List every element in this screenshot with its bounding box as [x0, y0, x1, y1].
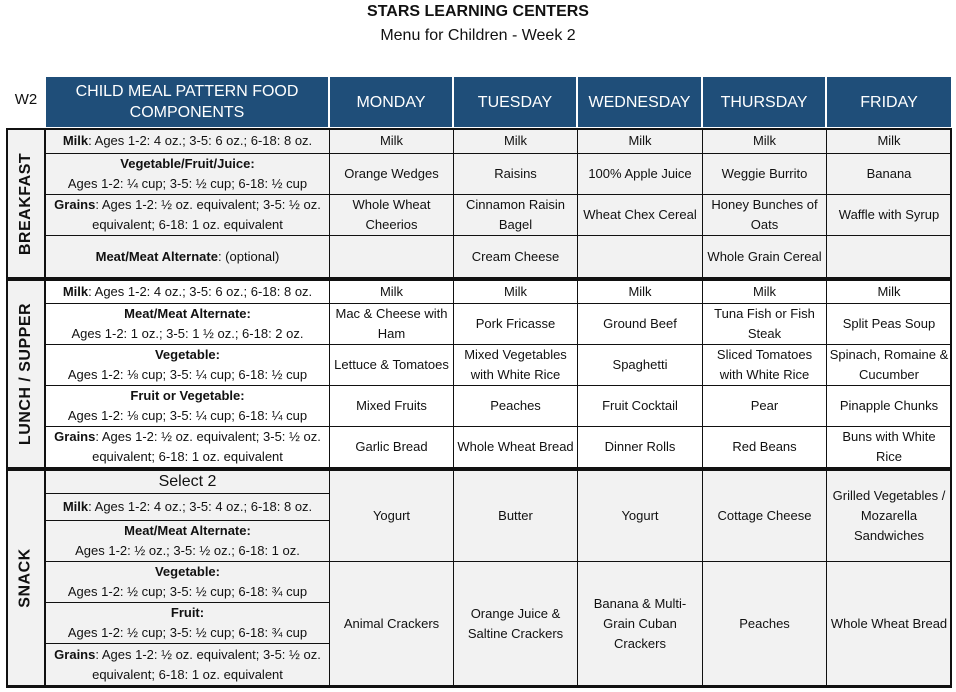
- component-portions: Ages 1-2: ½ oz.; 3-5: ½ oz.; 6-18: 1 oz.: [75, 543, 300, 558]
- component-portions: : Ages 1-2: ½ oz. equivalent; 3-5: ½ oz. equivalent; 6-18: 1 oz. equivalent: [92, 429, 321, 464]
- component-name: Meat/Meat Alternate: [95, 248, 218, 264]
- component-name: Vegetable/Fruit/Juice:: [120, 156, 255, 171]
- menu-item-thursday: Red Beans: [703, 427, 827, 468]
- menu-item-monday: Mixed Fruits: [330, 386, 454, 427]
- menu-item-thursday: Milk: [703, 128, 827, 154]
- day-header-friday: FRIDAY: [827, 77, 951, 127]
- component-cell: [46, 386, 330, 427]
- menu-item-tuesday: Peaches: [454, 386, 578, 427]
- component-name: Milk: [62, 283, 89, 299]
- snack-item-wednesday: Yogurt: [578, 470, 703, 562]
- component-name: Vegetable:: [154, 347, 220, 362]
- section-lunch-supper-text: LUNCH / SUPPER: [17, 302, 34, 446]
- menu-item-monday: [330, 236, 454, 278]
- component-cell: [46, 345, 330, 386]
- menu-item-monday: Whole Wheat Cheerios: [330, 195, 454, 236]
- component-cell: [46, 427, 330, 468]
- snack-item-wednesday: Banana & Multi-Grain Cuban Crackers: [578, 562, 703, 686]
- menu-item-friday: Milk: [827, 280, 952, 304]
- component-name: Fruit or Vegetable:: [130, 388, 245, 403]
- menu-item-wednesday: Ground Beef: [578, 304, 703, 345]
- component-portions: Ages 1-2: ½ cup; 3-5: ½ cup; 6-18: ¾ cup: [67, 584, 308, 599]
- component-cell: [46, 128, 330, 154]
- menu-item-tuesday: Pork Fricasse: [454, 304, 578, 345]
- menu-item-monday: Garlic Bread: [330, 427, 454, 468]
- component-cell: [46, 280, 330, 304]
- snack-item-friday: Whole Wheat Bread: [827, 562, 952, 686]
- menu-item-tuesday: Mixed Vegetables with White Rice: [454, 345, 578, 386]
- component-cell: [46, 644, 330, 686]
- menu-item-monday: Milk: [330, 128, 454, 154]
- component-cell: [46, 521, 330, 562]
- component-name: Vegetable:: [154, 564, 220, 579]
- snack-item-tuesday: Orange Juice & Saltine Crackers: [454, 562, 578, 686]
- menu-item-wednesday: Fruit Cocktail: [578, 386, 703, 427]
- menu-item-wednesday: Milk: [578, 280, 703, 304]
- menu-item-tuesday: Milk: [454, 128, 578, 154]
- menu-item-thursday: Pear: [703, 386, 827, 427]
- week-label: W2: [14, 91, 38, 108]
- snack-item-thursday: Peaches: [703, 562, 827, 686]
- component-name: Grains: [54, 197, 96, 212]
- component-header: CHILD MEAL PATTERN FOOD COMPONENTS: [46, 77, 330, 127]
- component-portions: Ages 1-2: 1 oz.; 3-5: 1 ½ oz.; 6-18: 2 oz.: [71, 326, 304, 341]
- menu-item-friday: Pinapple Chunks: [827, 386, 952, 427]
- menu-item-monday: Orange Wedges: [330, 154, 454, 195]
- component-cell: [46, 195, 330, 236]
- component-portions: Ages 1-2: ⅛ cup; 3-5: ¼ cup; 6-18: ¼ cup: [67, 408, 308, 423]
- select-2-label: Select 2: [46, 470, 330, 494]
- menu-item-thursday: Tuna Fish or Fish Steak: [703, 304, 827, 345]
- snack-item-monday: Yogurt: [330, 470, 454, 562]
- component-portions: : Ages 1-2: 4 oz.; 3-5: 6 oz.; 6-18: 8 oz.: [88, 132, 313, 148]
- component-cell: [46, 304, 330, 345]
- section-breakfast: [6, 128, 46, 279]
- menu-item-thursday: Milk: [703, 280, 827, 304]
- section-lunch-supper: [6, 279, 46, 469]
- menu-item-friday: Banana: [827, 154, 952, 195]
- menu-item-wednesday: [578, 236, 703, 278]
- component-portions: : Ages 1-2: ½ oz. equivalent; 3-5: ½ oz. equivalent; 6-18: 1 oz. equivalent: [92, 646, 321, 682]
- snack-item-tuesday: Butter: [454, 470, 578, 562]
- component-portions: Ages 1-2: ½ cup; 3-5: ½ cup; 6-18: ¾ cup: [67, 625, 308, 640]
- component-portions: Ages 1-2: ⅛ cup; 3-5: ¼ cup; 6-18: ½ cup: [67, 367, 308, 382]
- component-name: Milk: [62, 499, 89, 514]
- menu-item-tuesday: Cream Cheese: [454, 236, 578, 278]
- menu-item-friday: [827, 236, 952, 278]
- component-portions: : Ages 1-2: 4 oz.; 3-5: 6 oz.; 6-18: 8 oz.: [88, 283, 313, 299]
- snack-item-friday: Grilled Vegetables / Mozarella Sandwiches: [827, 470, 952, 562]
- component-cell: [46, 236, 330, 278]
- menu-item-friday: Buns with White Rice: [827, 427, 952, 468]
- menu-item-tuesday: Raisins: [454, 154, 578, 195]
- component-portions: : Ages 1-2: 4 oz.; 3-5: 4 oz.; 6-18: 8 oz.: [88, 499, 313, 514]
- menu-item-thursday: Sliced Tomatoes with White Rice: [703, 345, 827, 386]
- menu-item-friday: Waffle with Syrup: [827, 195, 952, 236]
- day-header-wednesday: WEDNESDAY: [578, 77, 703, 127]
- menu-item-tuesday: Whole Wheat Bread: [454, 427, 578, 468]
- section-snack: [6, 469, 46, 687]
- section-breakfast-text: BREAKFAST: [17, 152, 34, 255]
- component-cell: [46, 154, 330, 195]
- day-header-tuesday: TUESDAY: [454, 77, 578, 127]
- menu-item-wednesday: 100% Apple Juice: [578, 154, 703, 195]
- menu-item-wednesday: Spaghetti: [578, 345, 703, 386]
- component-portions: : Ages 1-2: ½ oz. equivalent; 3-5: ½ oz. equivalent; 6-18: 1 oz. equivalent: [92, 197, 321, 232]
- menu-item-monday: Lettuce & Tomatoes: [330, 345, 454, 386]
- component-cell: [46, 603, 330, 644]
- snack-item-monday: Animal Crackers: [330, 562, 454, 686]
- component-cell: [46, 562, 330, 603]
- snack-item-thursday: Cottage Cheese: [703, 470, 827, 562]
- menu-item-monday: Mac & Cheese with Ham: [330, 304, 454, 345]
- menu-item-thursday: Honey Bunches of Oats: [703, 195, 827, 236]
- menu-item-wednesday: Wheat Chex Cereal: [578, 195, 703, 236]
- menu-item-tuesday: Cinnamon Raisin Bagel: [454, 195, 578, 236]
- section-snack-text: SNACK: [17, 548, 35, 608]
- org-title: STARS LEARNING CENTERS: [367, 3, 589, 20]
- menu-item-wednesday: Dinner Rolls: [578, 427, 703, 468]
- component-name: Meat/Meat Alternate:: [124, 306, 251, 321]
- day-header-thursday: THURSDAY: [703, 77, 827, 127]
- component-name: Milk: [62, 132, 89, 148]
- component-name: Grains: [54, 429, 96, 444]
- menu-item-thursday: Weggie Burrito: [703, 154, 827, 195]
- component-name: Grains: [54, 646, 96, 662]
- menu-item-thursday: Whole Grain Cereal: [703, 236, 827, 278]
- component-portions: Ages 1-2: ¼ cup; 3-5: ½ cup; 6-18: ½ cup: [67, 176, 308, 191]
- menu-item-friday: Split Peas Soup: [827, 304, 952, 345]
- component-name: Meat/Meat Alternate:: [124, 523, 251, 538]
- day-header-monday: MONDAY: [330, 77, 454, 127]
- menu-item-friday: Milk: [827, 128, 952, 154]
- component-cell: [46, 494, 330, 521]
- menu-item-monday: Milk: [330, 280, 454, 304]
- menu-subtitle: Menu for Children - Week 2: [380, 27, 576, 44]
- menu-item-tuesday: Milk: [454, 280, 578, 304]
- menu-item-wednesday: Milk: [578, 128, 703, 154]
- component-portions: : (optional): [217, 248, 280, 264]
- menu-item-friday: Spinach, Romaine & Cucumber: [827, 345, 952, 386]
- component-name: Fruit:: [170, 605, 205, 620]
